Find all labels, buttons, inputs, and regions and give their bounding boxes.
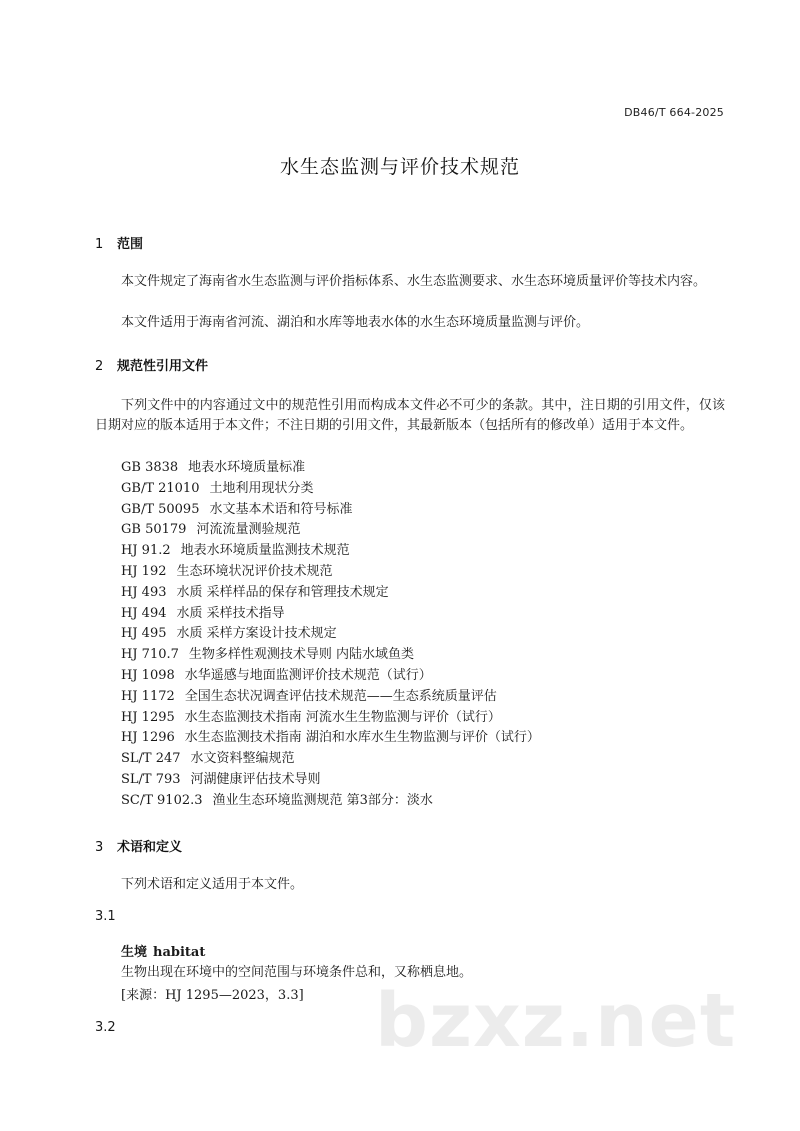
- section-2-title: 规范性引用文件: [117, 359, 209, 374]
- reference-code: HJ 1098: [121, 667, 175, 683]
- section-1-heading: [95, 233, 143, 252]
- reference-code: SC/T 9102.3: [121, 792, 203, 808]
- term-chinese: 生境: [121, 945, 148, 960]
- clause-3-2-number: 3.2: [95, 1020, 116, 1035]
- section-3-number: 3: [95, 840, 104, 855]
- reference-name: 生态环境状况评价技术规范: [176, 563, 333, 579]
- section-1-paragraph-2: 本文件适用于海南省河流、湖泊和水库等地表水体的水生态环境质量监测与评价。: [121, 315, 590, 330]
- reference-code: GB/T 21010: [121, 480, 200, 496]
- reference-item: [121, 479, 540, 500]
- reference-code: HJ 91.2: [121, 543, 171, 559]
- term-source: [来源：HJ 1295—2023，3.3]: [121, 988, 304, 1003]
- reference-code: HJ 494: [121, 605, 167, 621]
- watermark: bzxz.net: [375, 978, 737, 1064]
- document-title: 水生态监测与评价技术规范: [279, 156, 520, 178]
- reference-item: [121, 583, 540, 604]
- reference-name: 水质 采样方案设计技术规定: [176, 626, 337, 642]
- reference-item: [121, 770, 540, 791]
- reference-name: 河流流量测验规范: [196, 522, 301, 538]
- reference-code: HJ 710.7: [121, 647, 179, 663]
- reference-code: SL/T 247: [121, 751, 181, 767]
- reference-name: 水生态监测技术指南 湖泊和水库水生生物监测与评价（试行）: [184, 730, 540, 746]
- reference-item: [121, 562, 540, 583]
- reference-item: [121, 645, 540, 666]
- reference-item: [121, 624, 540, 645]
- reference-code: HJ 192: [121, 563, 167, 579]
- reference-item: [121, 520, 540, 541]
- reference-name: 水文资料整编规范: [190, 751, 295, 767]
- reference-name: 水文基本术语和符号标准: [209, 501, 353, 517]
- reference-name: 渔业生态环境监测规范 第3部分：淡水: [212, 792, 433, 808]
- reference-code: HJ 1295: [121, 709, 175, 725]
- reference-item: [121, 458, 540, 479]
- clause-3-1-number: 3.1: [95, 909, 116, 924]
- reference-name: 地表水环境质量监测技术规范: [180, 543, 350, 559]
- reference-item: [121, 541, 540, 562]
- reference-name: 全国生态状况调查评估技术规范——生态系统质量评估: [184, 688, 497, 704]
- reference-name: 水质 采样样品的保存和管理技术规定: [176, 584, 389, 600]
- reference-name: 水华遥感与地面监测评价技术规范（试行）: [184, 667, 432, 683]
- reference-code: HJ 1172: [121, 688, 175, 704]
- reference-code: HJ 495: [121, 626, 167, 642]
- term-heading: [121, 941, 205, 960]
- reference-code: HJ 1296: [121, 730, 175, 746]
- standard-code: DB46/T 664-2025: [624, 106, 724, 119]
- reference-code: GB 3838: [121, 460, 179, 475]
- reference-item: [121, 749, 540, 770]
- reference-item: [121, 728, 540, 749]
- reference-item: [121, 708, 540, 729]
- reference-item: [121, 500, 540, 521]
- reference-code: GB 50179: [121, 522, 187, 538]
- section-3-title: 术语和定义: [117, 840, 183, 855]
- reference-code: HJ 493: [121, 584, 167, 600]
- reference-item: [121, 666, 540, 687]
- reference-name: 河湖健康评估技术导则: [190, 771, 321, 787]
- reference-code: SL/T 793: [121, 771, 181, 787]
- section-3-paragraph-1: 下列术语和定义适用于本文件。: [121, 877, 304, 892]
- section-2-paragraph-1: 下列文件中的内容通过文中的规范性引用而构成本文件必不可少的条款。其中，注日期的引用文件，仅该日期对应的版本适用于本文件；不注日期的引用文件，其最新版本（包括所有的修改单）适用于本文件。: [95, 398, 725, 433]
- section-1-number: 1: [95, 237, 104, 252]
- reference-name: 水生态监测技术指南 河流水生生物监测与评价（试行）: [184, 709, 501, 725]
- section-3-heading: [95, 836, 182, 855]
- reference-name: 地表水环境质量标准: [188, 460, 306, 475]
- section-1-paragraph-1: 本文件规定了海南省水生态监测与评价指标体系、水生态监测要求、水生态环境质量评价等技术内容。: [121, 274, 707, 289]
- normative-references-list: [121, 458, 540, 812]
- term-english: habitat: [153, 945, 206, 960]
- reference-name: 生物多样性观测技术导则 内陆水域鱼类: [188, 647, 415, 663]
- reference-item: [121, 604, 540, 625]
- term-definition: 生物出现在环境中的空间范围与环境条件总和，又称栖息地。: [121, 965, 473, 980]
- reference-code: GB/T 50095: [121, 501, 200, 517]
- reference-name: 水质 采样技术指导: [176, 605, 285, 621]
- reference-name: 土地利用现状分类: [209, 480, 314, 496]
- section-1-title: 范围: [117, 237, 144, 252]
- section-2-heading: [95, 355, 208, 374]
- reference-item: [121, 791, 540, 812]
- section-2-number: 2: [95, 359, 104, 374]
- reference-item: [121, 687, 540, 708]
